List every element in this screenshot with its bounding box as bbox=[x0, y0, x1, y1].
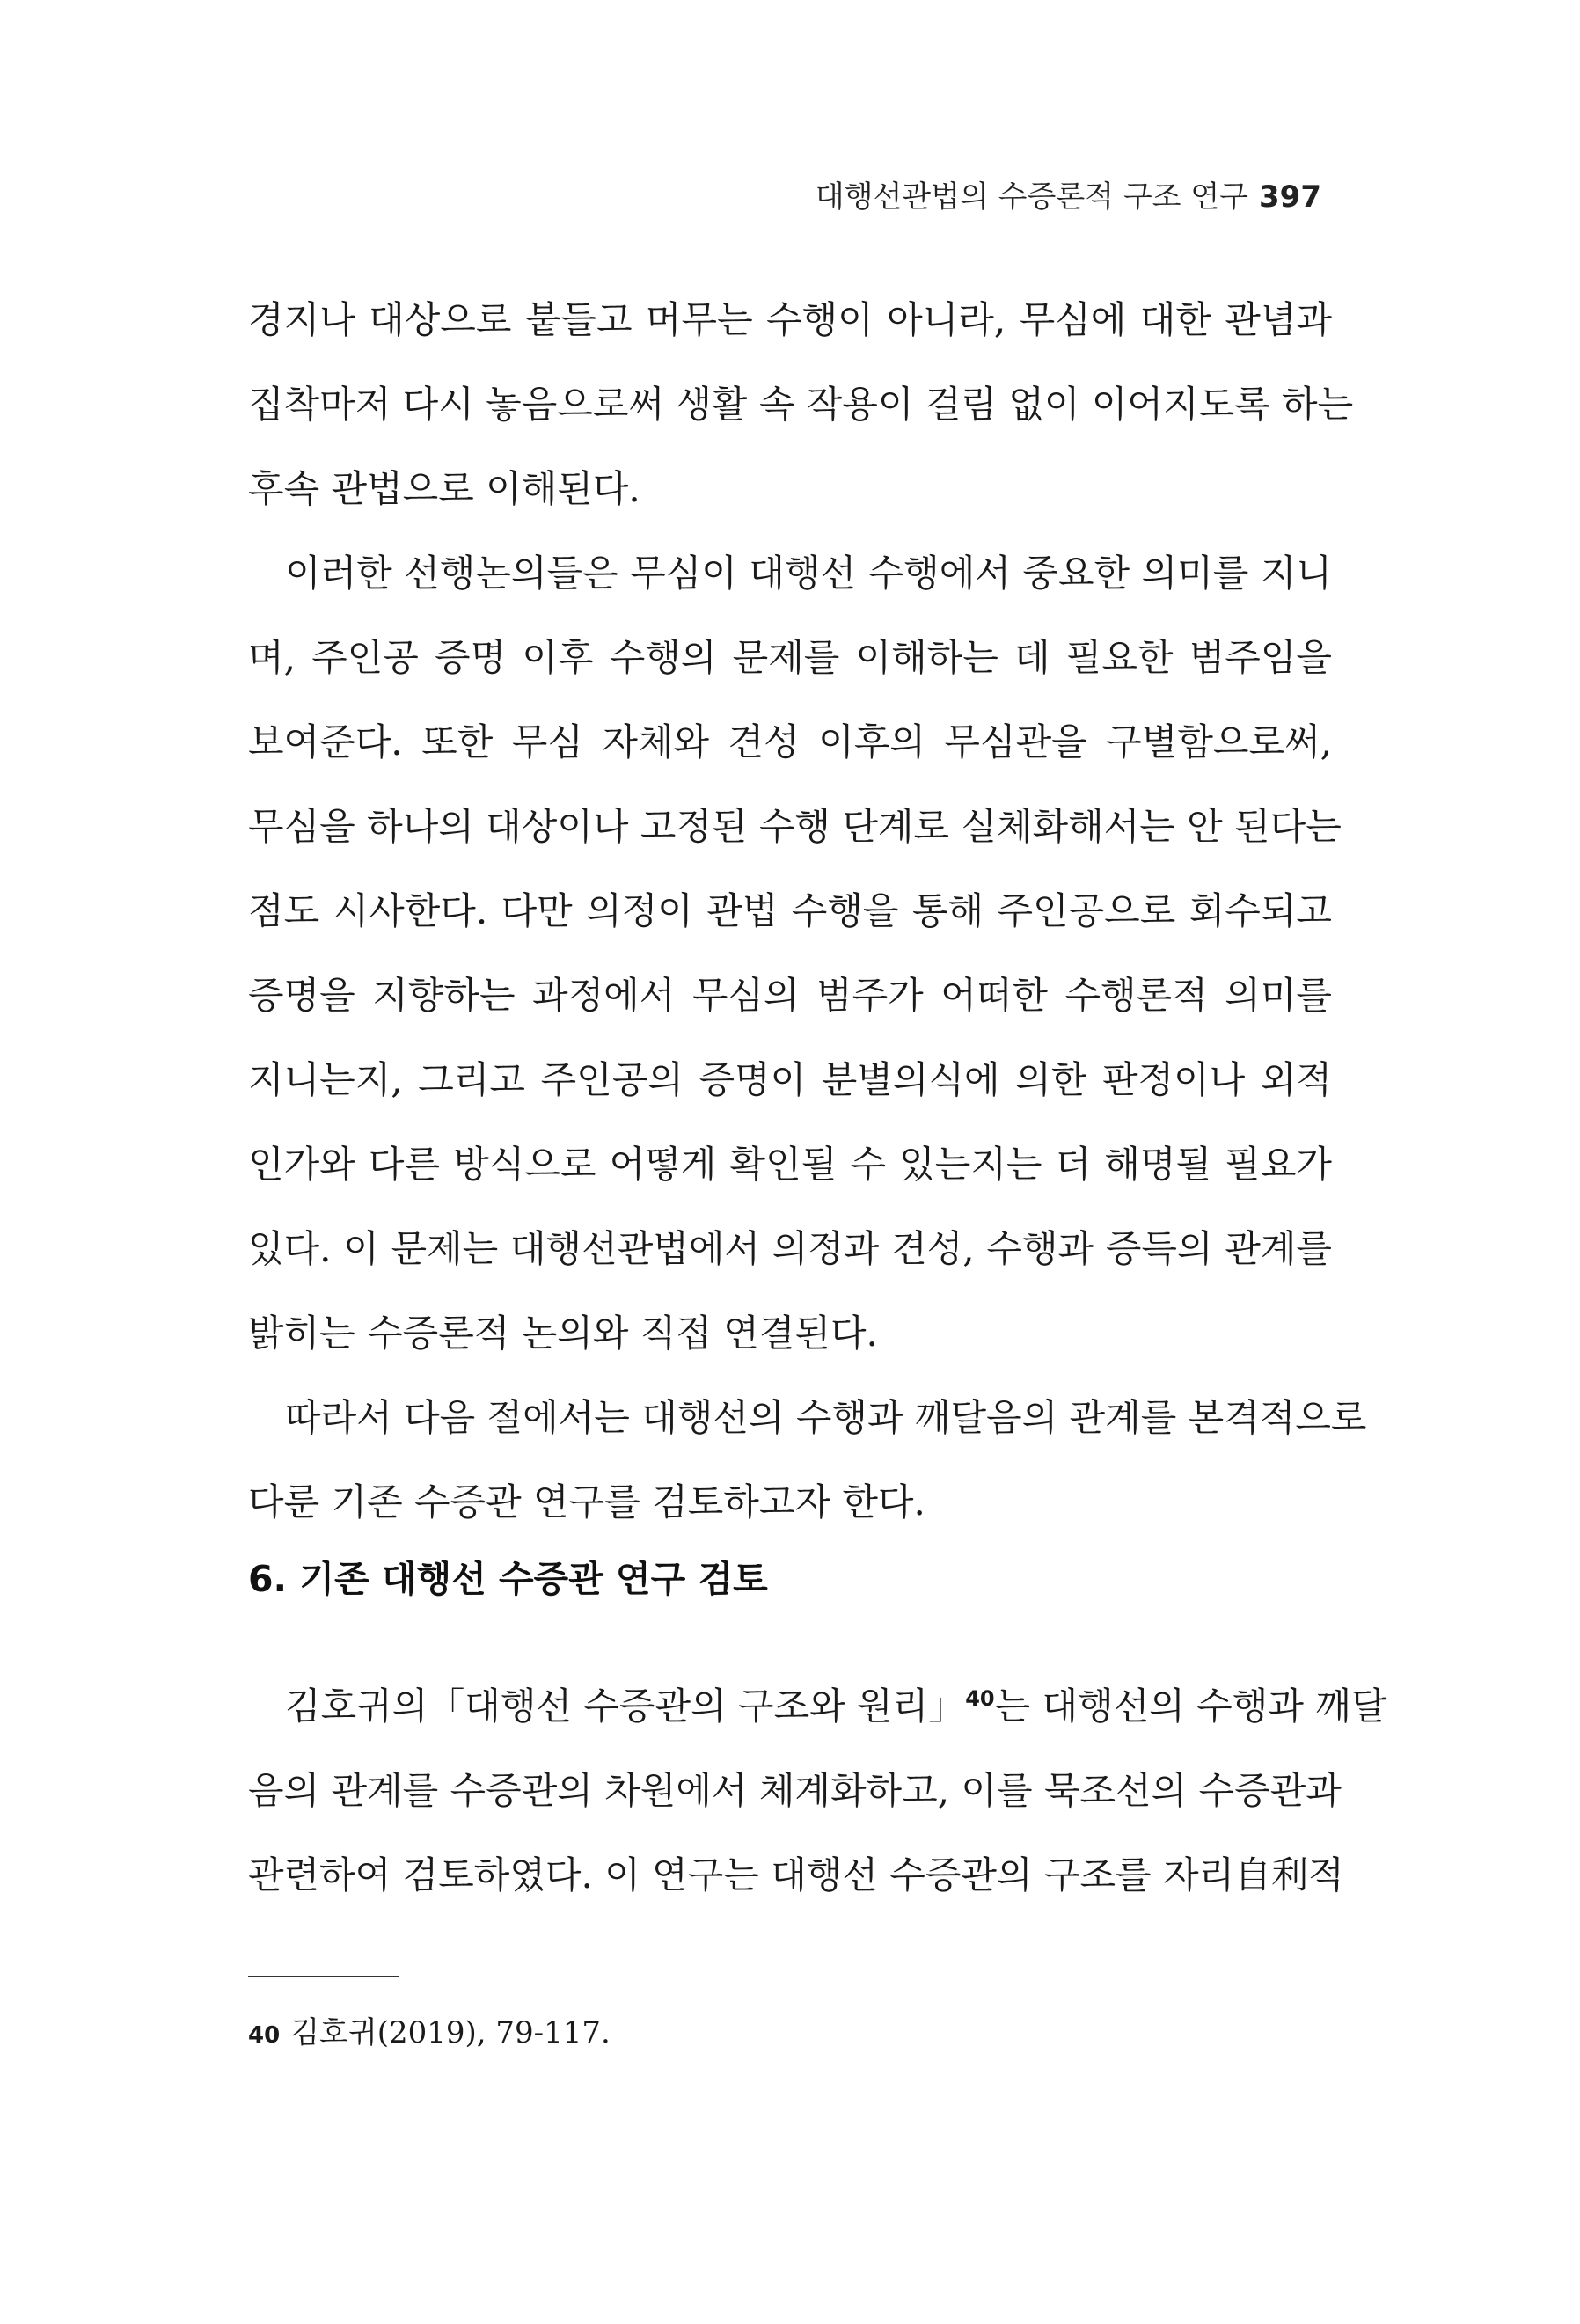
footnote-text: 김호귀(2019), 79-117. bbox=[290, 2015, 611, 2050]
paragraph-line: 인가와 다른 방식으로 어떻게 확인될 수 있는지는 더 해명될 필요가 bbox=[248, 1143, 1332, 1186]
section-heading: 6. 기존 대행선 수증관 연구 검토 bbox=[248, 1558, 768, 1600]
paragraph-line: 보여준다. 또한 무심 자체와 견성 이후의 무심관을 구별함으로써, bbox=[248, 720, 1332, 764]
paragraph-line bbox=[248, 1664, 1387, 1749]
paragraph-line: 밝히는 수증론적 논의와 직접 연결된다. bbox=[248, 1312, 878, 1355]
footnote bbox=[248, 2008, 611, 2051]
section-body-text bbox=[248, 1664, 1387, 1918]
paragraph-line: 다룬 기존 수증관 연구를 검토하고자 한다. bbox=[248, 1480, 925, 1524]
body-text bbox=[248, 278, 1367, 1545]
paragraph-line: 경지나 대상으로 붙들고 머무는 수행이 아니라, 무심에 대한 관념과 bbox=[248, 298, 1332, 341]
running-header bbox=[816, 172, 1321, 216]
paragraph-text: 는 대행선의 수행과 깨달 bbox=[994, 1685, 1387, 1728]
paragraph-line: 며, 주인공 증명 이후 수행의 문제를 이해하는 데 필요한 범주임을 bbox=[248, 636, 1332, 679]
paragraph-line: 있다. 이 문제는 대행선관법에서 의정과 견성, 수행과 증득의 관계를 bbox=[248, 1227, 1332, 1270]
footnote-divider bbox=[248, 1976, 399, 1977]
footnote-number: 40 bbox=[248, 2022, 281, 2049]
footnote-reference[interactable]: 40 bbox=[965, 1686, 995, 1711]
running-title: 대행선관법의 수증론적 구조 연구 bbox=[815, 179, 1249, 215]
paragraph-line: 따라서 다음 절에서는 대행선의 수행과 깨달음의 관계를 본격적으로 bbox=[285, 1396, 1367, 1439]
paragraph-line: 후속 관법으로 이해된다. bbox=[248, 467, 640, 510]
paragraph-line: 증명을 지향하는 과정에서 무심의 범주가 어떠한 수행론적 의미를 bbox=[248, 974, 1332, 1017]
paragraph-line: 무심을 하나의 대상이나 고정된 수행 단계로 실체화해서는 안 된다는 bbox=[248, 805, 1342, 848]
paragraph-line: 점도 시사한다. 다만 의정이 관법 수행을 통해 주인공으로 회수되고 bbox=[248, 889, 1332, 932]
paragraph-line: 관련하여 검토하였다. 이 연구는 대행선 수증관의 구조를 자리自利적 bbox=[248, 1853, 1344, 1896]
paragraph-line: 집착마저 다시 놓음으로써 생활 속 작용이 걸림 없이 이어지도록 하는 bbox=[248, 383, 1354, 426]
paragraph-line: 음의 관계를 수증관의 차원에서 체계화하고, 이를 묵조선의 수증관과 bbox=[248, 1769, 1342, 1812]
paragraph-line: 이러한 선행논의들은 무심이 대행선 수행에서 중요한 의미를 지니 bbox=[285, 552, 1332, 595]
paragraph-line: 지니는지, 그리고 주인공의 증명이 분별의식에 의한 판정이나 외적 bbox=[248, 1058, 1332, 1101]
page-number: 397 bbox=[1259, 179, 1321, 215]
citation-text: 김호귀의「대행선 수증관의 구조와 원리」 bbox=[285, 1685, 966, 1728]
